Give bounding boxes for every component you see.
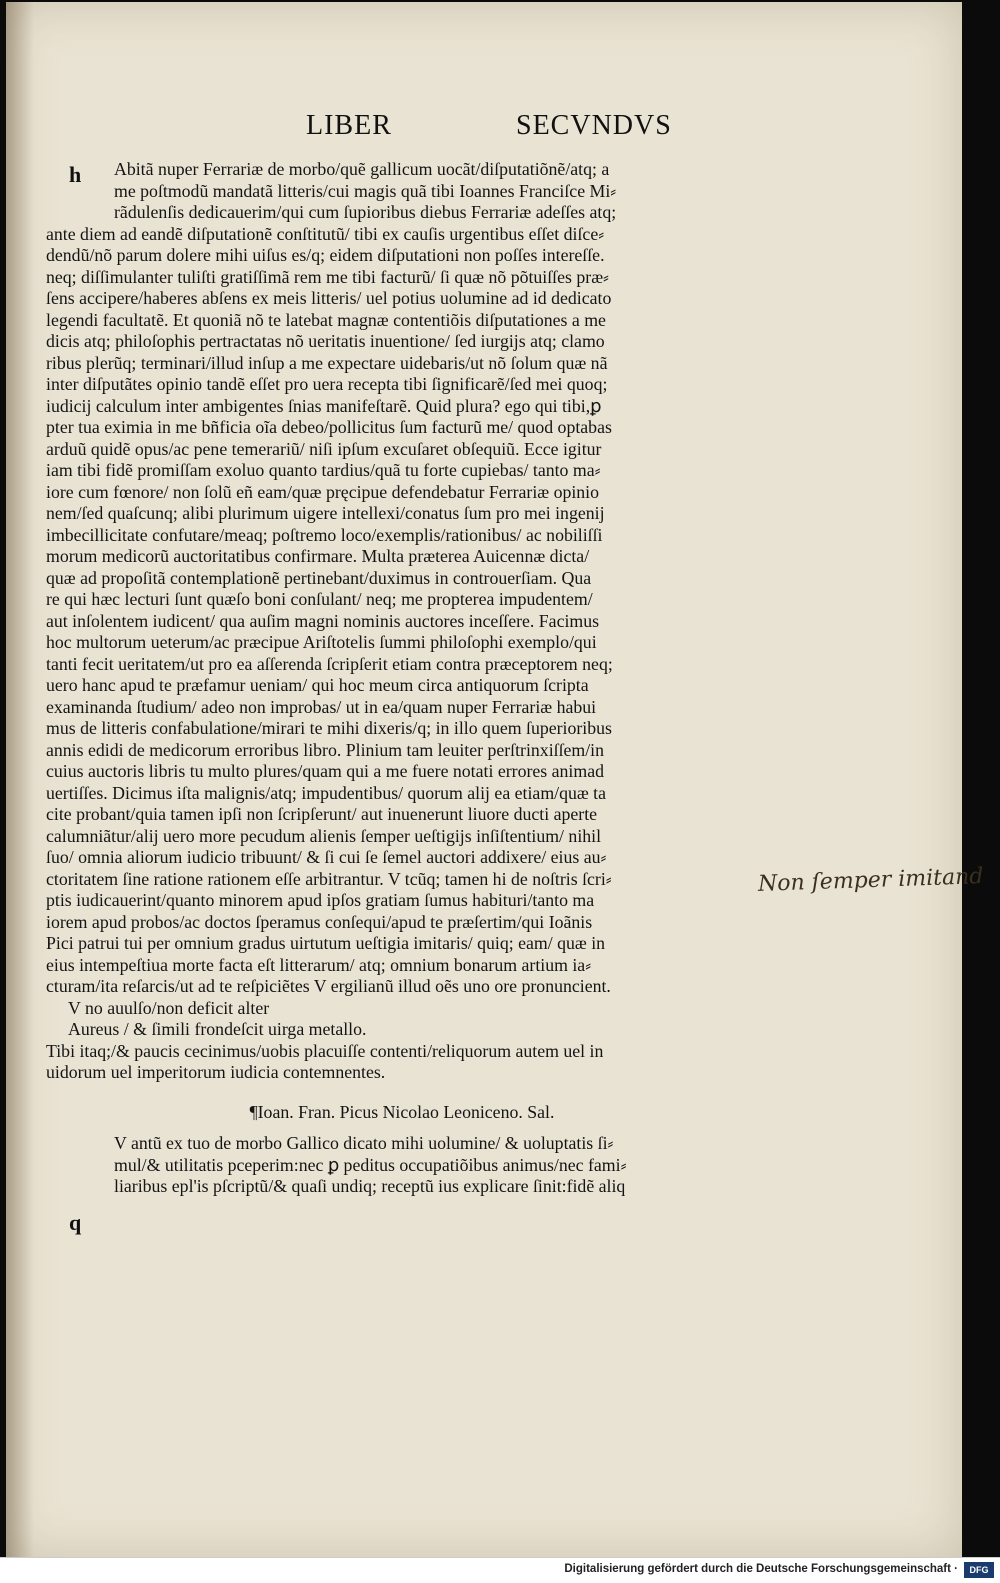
text-line: Abitã nuper Ferrariæ de morbo/quẽ gallicum uocãt/diſputatiõnẽ/atq; a: [114, 159, 610, 179]
text-line: re qui hæc lecturi ſunt quæſo boni conſulant/ neq; me propterea impudentem/: [46, 589, 593, 609]
text-line: annis edidi de medicorum erroribus libro. Plinium tam leuiter perſtrinxiſſem/in: [46, 739, 605, 760]
text-line: mus de litteris confabulatione/mirari te mihi dixeris/q; in illo quem ſuperioribus: [46, 718, 612, 738]
book-page: [6, 2, 984, 1558]
running-head: [6, 110, 962, 150]
text-line: uidorum uel imperitorum iudicia contemnentes.: [46, 1062, 386, 1082]
verse-line: V no auulſo/non deficit alter: [68, 997, 270, 1018]
text-line: legendi facultatẽ. Et quoniã nõ te latebat magnæ contentiõis diſputationes a me: [46, 309, 606, 330]
text-line: cturam/ita reſarcis/ut ad te reſpiciẽtes V ergilianũ illud oẽs uno ore pronuncient.: [46, 976, 611, 996]
text-line: ctoritatem ſine ratione rationem eſſe arbitrantur. V tcũq; tamen hi de noſtris ſcri⸗: [46, 868, 612, 889]
letter-line: liaribus epl'is pſcriptũ/& quaſi undiq; receptũ ius explicare ſinit:fidẽ aliq: [114, 1176, 626, 1196]
text-line: iore cum fœnore/ non ſolũ eñ eam/quæ pręcipue defendebatur Ferrariæ opinio: [46, 481, 600, 502]
text-line: aut inſolentem iudicent/ qua auſim magni nominis auctores inceſſere. Facimus: [46, 610, 600, 631]
text-line: dendũ/nõ parum dolere mihi uiſus es/q; eidem diſputationi non poſſes intereſſe.: [46, 245, 605, 265]
text-line: Tibi itaq;/& paucis cecinimus/uobis placuiſſe contenti/reliquorum autem uel in: [46, 1040, 604, 1061]
main-text-block: [46, 159, 758, 1198]
text-line: inter diſputãtes opinio tandẽ eſſet pro uera recepta tibi ſignificarẽ/ſed mei quoq;: [46, 374, 608, 394]
letter-line: mul/& utilitatis pceperim:nec ꝑ peditus occupatiõibus animus/nec fami⸗: [114, 1154, 627, 1175]
letter-line: V antũ ex tuo de morbo Gallico dicato mihi uolumine/ & uoluptatis ſi⸗: [114, 1133, 614, 1153]
text-line: imbecillicitate confutare/meaq; poſtremo loco/exemplis/rationibus/ ac nobiliſſi: [46, 524, 603, 545]
text-line: ribus plerũq; terminari/illud inſup a me expectare uidebaris/ut nõ ſolum quæ nã: [46, 352, 608, 373]
digitization-footer: [0, 1557, 1000, 1583]
text-line: uero hanc apud te præfamur ueniam/ qui hoc meum circa antiquorum ſcripta: [46, 675, 589, 695]
text-line: morum medicorũ auctoritatibus confirmare. Multa præterea Auicennæ dicta/: [46, 546, 590, 566]
text-line: me poſtmodũ mandatã litteris/cui magis quã tibi Ioannes Franciſce Mi⸗: [114, 180, 617, 201]
text-line: cite probant/quia tamen ipſi non ſcripſerunt/ aut inuenerunt liuore ducti aperte: [46, 804, 598, 824]
text-line: cuius auctoris libris tu multo plures/quam qui a me fuere notati errores animad: [46, 761, 604, 781]
text-line: hoc multorum ueterum/ac præcipue Ariſtotelis ſummi philoſophi exemplo/qui: [46, 632, 597, 652]
verse-line: Aureus / & ſimili frondeſcit uirga metallo.: [68, 1019, 367, 1039]
text-line: neq; diſſimulanter tuliſti gratiſſimã rem me tibi facturũ/ ſi quæ nõ põtuiſſes præ⸗: [46, 266, 609, 287]
text-line: ptis iudicauerint/quanto minorem apud ipſos gratiam ſumus habituri/tanto ma: [46, 890, 595, 910]
text-line: calumniãtur/alij uero more pecudum alienis ſemper ueſtigijs inſiſtentium/ nihil: [46, 825, 602, 846]
text-line: tanti fecit ueritatem/ut pro ea aſſerenda ſcripſerit etiam contra præceptorem neq;: [46, 653, 613, 674]
text-line: uertiſſes. Dicimus iſta malignis/atq; impudentibus/ quorum alij ea etiam/quæ ta: [46, 782, 607, 803]
dfg-logo-icon: DFG: [964, 1562, 994, 1578]
running-head-right: SECVNDVS: [516, 110, 672, 141]
text-line: eius intempeſtiua morte facta eſt litterarum/ atq; omnium bonarum artium ia⸗: [46, 954, 592, 975]
text-line: iudicij calculum inter ambigentes ſnias manifeſtarẽ. Quid plura? ego qui tibi,ꝑ: [46, 395, 602, 416]
letter-heading: ¶Ioan. Fran. Picus Nicolao Leoniceno. Sal.: [249, 1101, 555, 1122]
running-head-left: LIBER: [306, 110, 392, 141]
text-line: ante diem ad eandẽ diſputationẽ conſtitutũ/ tibi ex cauſis urgentibus eſſet diſce⸗: [46, 223, 605, 244]
text-line: iorem apud probos/ac doctos ſperamus conſequi/apud te præſertim/qui Ioãnis: [46, 911, 593, 932]
guide-letter-first: h: [69, 162, 82, 187]
text-line: iam tibi fidẽ promiſſam exoluo quanto tardius/quã tu forte cupiebas/ tanto ma⸗: [46, 460, 601, 480]
text-line: ſuo/ omnia aliorum iudicio tribuunt/ & ſi cui ſe ſemel auctori addixere/ eius au⸗: [46, 847, 607, 867]
text-line: rãdulenſis dedicauerim/qui cum ſupioribus diebus Ferrariæ adeſſes atq;: [114, 202, 617, 222]
funding-credit: Digitalisierung gefördert durch die Deutsche Forschungsgemeinschaft ·: [564, 1563, 958, 1575]
text-line: examinanda ſtudium/ adeo non improbas/ ut in ea/quam nuper Ferrariæ habui: [46, 696, 597, 717]
text-line: quæ ad propoſitã contemplationẽ pertinebant/duximus in controuerſiam. Qua: [46, 567, 592, 588]
text-line: Pici patrui tui per omnium gradus uirtutum ueſtigia imitaris/ quiq; eam/ quæ in: [46, 933, 606, 953]
text-line: pter tua eximia in me bñficia oĩa debeo/pollicitus ſum facturũ me/ quod optabas: [46, 417, 612, 437]
text-line: nem/ſed quaſcunq; alibi plurimum uigere intellexi/conatus ſum pro mei ingenij: [46, 503, 605, 523]
text-line: dicis atq; philoſophis pertractatas nõ ueritatis inuentione/ ſed iurgijs atq; clamo: [46, 331, 605, 351]
text-line: arduũ quidẽ opus/ac pene temerariũ/ niſi ipſum excuſaret obſequiũ. Ecce igitur: [46, 438, 602, 459]
guide-letter-second: q: [69, 1210, 82, 1235]
handwritten-marginalia: Non ſemper imitand: [757, 864, 984, 897]
text-line: ſens accipere/haberes abſens ex meis litteris/ uel potius uolumine ad id dedicato: [46, 288, 612, 308]
